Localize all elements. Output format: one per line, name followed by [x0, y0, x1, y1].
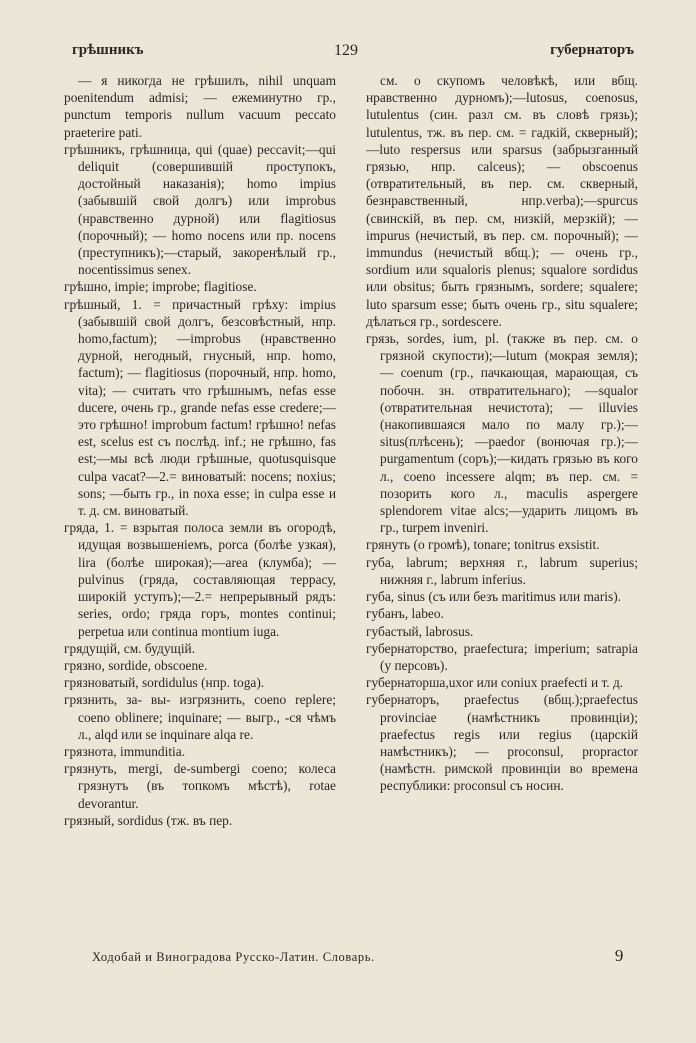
dictionary-entry: грядущій, см. будущій.	[64, 640, 196, 656]
dictionary-entry: грязь, sordes, ium, pl. (также въ пер. см. о грязной скупости);—lutum (мокрая земля); — coenum (гр., пачкающая, марающая, съ побочн. зн. отвратительнаго); —squalor (отвратительная нечистота); — illuvies (накопившаяся мало по малу гр.);—situs(плѣсень); —paedor (вонючая гр.);—purgamentum (соръ);—кидать грязью въ кого л., coeno incessere alqm; въ пер. см. = позорить кого л., maculis aspergere splendorem vitae alcs;—ударить лицомъ въ гр., turpem inveniri.	[366, 331, 638, 536]
header-left-catchword: грѣшникъ	[72, 42, 144, 58]
dictionary-entry: губа, labrum; верхняя г., labrum superius; нижняя г., labrum inferius.	[366, 554, 638, 587]
dictionary-entry: губанъ, labeo.	[366, 606, 444, 622]
page-footer	[64, 948, 638, 968]
dictionary-entry: губернаторство, praefectura; imperium; satrapia (у персовъ).	[366, 640, 638, 673]
page-header	[64, 42, 634, 64]
dictionary-entry: грязнить, за- вы- изгрязнить, coeno replere; coeno oblinere; inquinare; — выгр., -ся чѣмъ л., alqd или se inquinare alqa re.	[64, 692, 336, 742]
right-column	[366, 72, 638, 948]
dictionary-entry: грязно, sordide, obscoene.	[64, 657, 208, 673]
dictionary-entry: грязнота, immunditia.	[64, 743, 186, 759]
dictionary-entry: губернаторша,uxor или coniux praefecti и т. д.	[366, 675, 624, 691]
signature-mark: 9	[614, 946, 624, 965]
dictionary-entry: грѣшный, 1. = причастный грѣху: impius (забывшій свой долгъ, безсовѣстный, нпр. homo,factum); —improbus (нравственно дурной, негодный, гнусный, нпр. homo, factum); — flagitiosus (порочный, нпр. homo, vita); — считать что грѣшнымъ, nefas esse ducere, очень гр., grande nefas esse credere;—это грѣшно! improbum factum! грѣшно! nefas est, scelus est съ послѣд. inf.; не грѣшно, fas est;—мы всѣ люди грѣшные, quotusquisque culpa vacat?—2.= виноватый: nocens; noxius; sons; —быть гр., in noxa esse; in culpa esse и т. д. см. виноватый.	[64, 296, 336, 519]
dictionary-entry: грѣшникъ, грѣшница, qui (quae) peccavit;—qui deliquit (совершившій проступокъ, достойный наказанія); homo impius (забывшій свой долгъ) или improbus (нравственно дурной) или flagitiosus (порочный); — homo nocens или пр. nocens (преступникъ);—старый, закоренѣлый гр., nocentissimus senex.	[64, 141, 336, 278]
footer-title: Ходобай и Виноградова Русско-Латин. Словарь.	[92, 950, 375, 964]
left-column	[64, 72, 336, 948]
header-right-catchword: губернаторъ	[550, 42, 634, 58]
dictionary-entry: губа, sinus (съ или безъ maritimus или maris).	[366, 589, 622, 605]
dictionary-entry: см. о скупомъ человѣкѣ, или вбщ. нравственно дурномъ);—lutosus, coenosus, lutulentus (син. разл см. въ словѣ грязь); lutulentus, тж. въ пер. см. = гадкій, скверный);—luto respersus или sparsus (забрызганный грязью, нпр. calceus); — obscoenus (отвратительный, въ пер. см. скверный, безнравственный, нпр.verba);—spurcus (свинскій, въ пер. см, низкій, мерзкій); — impurus (нечистый, въ пер. см. порочный); — immundus (нечистый вбщ.); — очень гр., sordium или squaloris plenus; squalore sordidus или obsitus; быть грязнымъ, sordere; squalere; luto sparsum esse; быть очень гр., situ squalere; дѣлаться гр., sordescere.	[366, 73, 638, 329]
page-number: 129	[334, 42, 358, 59]
dictionary-entry: грянуть (о громѣ), tonare; tonitrus exsistit.	[366, 537, 600, 553]
dictionary-entry: грязнуть, mergi, de-sumbergi coeno; колеса грязнутъ (въ топкомъ мѣстѣ), rotae devorantur.	[64, 761, 336, 811]
dictionary-entry: губастый, labrosus.	[366, 623, 474, 639]
dictionary-entry: грязноватый, sordidulus (нпр. toga).	[64, 675, 265, 691]
dictionary-entry: гряда, 1. = взрытая полоса земли въ огородѣ, идущая возвышеніемъ, porca (болѣе узкая), lira (болѣе широкая);—area (клумба); —pulvinus (гряда, составляющая террасу, широкій уступъ);—2.= непрерывный рядъ: series, ordo; гряда горъ, montes continui; perpetua или continua montium iuga.	[64, 520, 336, 639]
dictionary-entry: губернаторъ, praefectus (вбщ.);praefectus provinciae (намѣстникъ провинціи); praefectus regis или regius (царскій намѣстникъ); — proconsul, propractor (намѣстн. римской провинціи во времена республики: proconsul съ носин.	[366, 692, 638, 794]
dictionary-entry: грязный, sordidus (тж. въ пер.	[64, 812, 233, 828]
dictionary-entry: — я никогда не грѣшилъ, nihil unquam poenitendum admisi; — ежеминутно гр., punctum temporis nullum vacuum peccato praeterire pati.	[64, 73, 336, 140]
dictionary-entry: грѣшно, impie; improbe; flagitiose.	[64, 279, 257, 295]
